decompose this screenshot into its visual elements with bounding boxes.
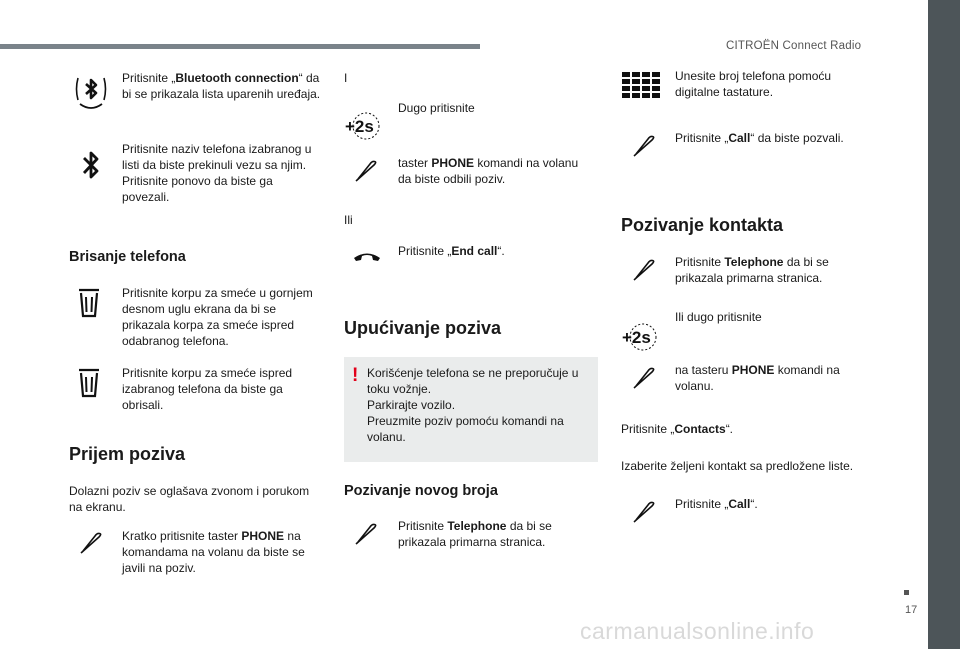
touch-icon	[632, 500, 656, 524]
receive-step-text: Kratko pritisnite taster PHONE na komandama na volanu da biste se javili na poziv.	[122, 529, 305, 575]
header-rule	[0, 44, 480, 49]
page-number: 17	[905, 604, 918, 616]
contacts-text: Pritisnite „Contacts“.	[621, 422, 734, 436]
delete-step1-text: Pritisnite korpu za smeće u gornjem desnom uglu ekrana da bi se prikazala korpa za smeće ispred odabranog telefona.	[122, 286, 313, 348]
keypad-text: Unesite broj telefona pomoću digitalne tastature.	[675, 69, 832, 99]
touch-icon	[354, 522, 378, 546]
touch-icon	[79, 531, 103, 555]
bluetooth-icon	[80, 148, 102, 184]
new-number-heading: Pozivanje novog broja	[344, 483, 498, 499]
contact-step1-text: Pritisnite Telephone da bi se prikazala primarna stranica.	[675, 255, 829, 285]
new-number-step-text: Pritisnite Telephone da bi se prikazala primarna stranica.	[398, 519, 552, 549]
warning-icon: !	[352, 365, 359, 386]
end-call-text: Pritisnite „End call“.	[398, 244, 505, 258]
or-text: I	[344, 71, 348, 85]
brand-title: CITROËN Connect Radio	[726, 40, 862, 52]
side-tab	[928, 0, 960, 649]
warning-box	[344, 357, 598, 462]
long-press-2s-icon	[344, 110, 384, 140]
long-press-2s-icon	[621, 321, 661, 351]
touch-icon	[632, 134, 656, 158]
touch-icon	[632, 258, 656, 282]
call-text: Pritisnite „Call“ da biste pozvali.	[675, 131, 844, 145]
or-text: Ili	[344, 213, 353, 227]
receive-intro-text: Dolazni poziv se oglašava zvonom i porukom na ekranu.	[69, 484, 310, 514]
bt-name-text: Pritisnite naziv telefona izabranog u listi da biste prekinuli vezu sa njim. Pritisnite ponovo da biste ga povezali.	[122, 142, 312, 204]
delete-phone-heading: Brisanje telefona	[69, 249, 186, 265]
long-press-label: +2s	[345, 117, 374, 136]
trash-icon	[78, 368, 100, 398]
touch-icon	[632, 366, 656, 390]
trash-icon	[78, 288, 100, 318]
long-press-text: Dugo pritisnite	[398, 101, 475, 115]
call2-text: Pritisnite „Call“.	[675, 497, 758, 511]
outgoing-call-heading: Upućivanje poziva	[344, 318, 502, 338]
touch-icon	[354, 159, 378, 183]
bt-connection-text: Pritisnite „Bluetooth connection“ da bi se prikazala lista uparenih uređaja.	[122, 71, 321, 101]
watermark: carmanualsonline.info	[580, 618, 815, 644]
choose-contact-text: Izaberite željeni kontakt sa predložene liste.	[621, 459, 854, 473]
keypad-icon	[622, 72, 660, 100]
contact-call-heading: Pozivanje kontakta	[621, 215, 784, 235]
page-marker	[904, 590, 909, 595]
receive-call-heading: Prijem poziva	[69, 444, 186, 464]
warning-text: Korišćenje telefona se ne preporučuje u toku vožnje. Parkirajte vozilo. Preuzmite poziv pomoću komandi na volanu.	[367, 366, 579, 444]
contact-phone-key-text: na tasteru PHONE komandi na volanu.	[675, 363, 840, 393]
end-call-icon	[352, 248, 382, 262]
bluetooth-connection-icon	[74, 72, 108, 116]
contact-or-text: Ili dugo pritisnite	[675, 310, 762, 324]
phone-key-text: taster PHONE komandi na volanu da biste odbili poziv.	[398, 156, 579, 186]
long-press-label: +2s	[622, 328, 651, 347]
delete-step2-text: Pritisnite korpu za smeće ispred izabranog telefona da biste ga obrisali.	[122, 366, 293, 412]
